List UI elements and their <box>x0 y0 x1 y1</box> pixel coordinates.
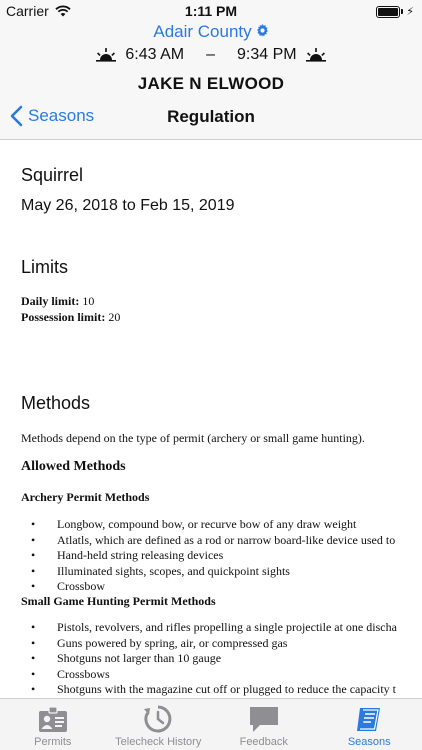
list-item: • Longbow, compound bow, or recurve bow of any draw weight <box>31 517 357 531</box>
permit-card-icon <box>37 704 69 734</box>
list-item: • Pistols, revolvers, and rifles propelling a single projectile at one discha <box>31 620 397 634</box>
telecheck-history-icon <box>142 704 174 734</box>
status-time: 1:11 PM <box>184 3 238 19</box>
sun-times <box>0 45 422 65</box>
methods-intro: Methods depend on the type of permit (archery or small game hunting). <box>21 431 365 445</box>
tab-bar <box>0 698 422 750</box>
possession-limit <box>21 310 120 325</box>
possession-limit-value: 20 <box>108 310 121 324</box>
daily-limit-label: Daily limit: <box>21 294 80 308</box>
seasons-book-icon <box>353 704 385 734</box>
species-name: Squirrel <box>21 165 84 185</box>
daily-limit-value: 10 <box>82 294 95 308</box>
list-item: • Hand-held string releasing devices <box>31 548 224 562</box>
methods-heading: Methods <box>21 393 91 413</box>
regulation-content[interactable] <box>0 141 422 698</box>
back-label: Seasons <box>28 106 95 125</box>
tab-permits[interactable] <box>0 699 106 750</box>
sunset-icon <box>305 48 327 62</box>
list-item: • Shotguns not larger than 10 gauge <box>31 651 222 665</box>
list-item: • Crossbows <box>31 666 110 681</box>
possession-limit-label: Possession limit: <box>21 310 106 324</box>
page-title: Regulation <box>167 107 255 126</box>
list-item: • Shotguns with the magazine cut off or plugged to reduce the capacity t <box>31 682 397 696</box>
user-name: JAKE N ELWOOD <box>137 74 285 93</box>
carrier-label: Carrier <box>6 3 49 19</box>
tab-feedback[interactable] <box>211 699 317 750</box>
tab-label: Telecheck History <box>115 736 202 748</box>
list-item: • Illuminated sights, scopes, and quickpoint sights <box>31 563 290 578</box>
daily-limit <box>21 294 94 309</box>
gear-icon[interactable] <box>256 24 269 40</box>
archery-methods-heading: Archery Permit Methods <box>21 490 150 504</box>
list-item: • Atlatls, which are defined as a rod or narrow board-like device used to <box>31 532 396 547</box>
app-header <box>0 0 422 140</box>
small-game-methods-list <box>21 620 422 698</box>
tab-seasons[interactable] <box>317 699 422 750</box>
list-item: • Guns powered by spring, air, or compressed gas <box>31 635 288 650</box>
allowed-methods-heading: Allowed Methods <box>21 459 126 474</box>
sunrise-time: 6:43 AM <box>125 46 185 63</box>
county-name: Adair County <box>153 22 252 41</box>
navigation-bar <box>0 100 422 136</box>
feedback-bubble-icon <box>248 704 280 734</box>
archery-methods-list <box>21 517 422 595</box>
tab-telecheck-history[interactable] <box>106 699 212 750</box>
time-separator: – <box>206 46 215 63</box>
tab-label: Seasons <box>347 736 391 748</box>
limits-heading: Limits <box>21 257 69 277</box>
status-bar <box>0 0 422 22</box>
charging-bolt-icon: ⚡ <box>406 6 414 18</box>
small-game-methods-heading: Small Game Hunting Permit Methods <box>21 594 216 608</box>
tab-label: Permits <box>34 736 72 748</box>
season-date-range: May 26, 2018 to Feb 15, 2019 <box>21 197 235 214</box>
tab-label: Feedback <box>239 736 288 748</box>
sunset-time: 9:34 PM <box>237 46 297 63</box>
list-item: • Crossbow <box>31 579 106 593</box>
sunrise-icon <box>95 48 117 62</box>
battery-icon <box>376 5 414 18</box>
county-selector[interactable] <box>0 22 422 42</box>
